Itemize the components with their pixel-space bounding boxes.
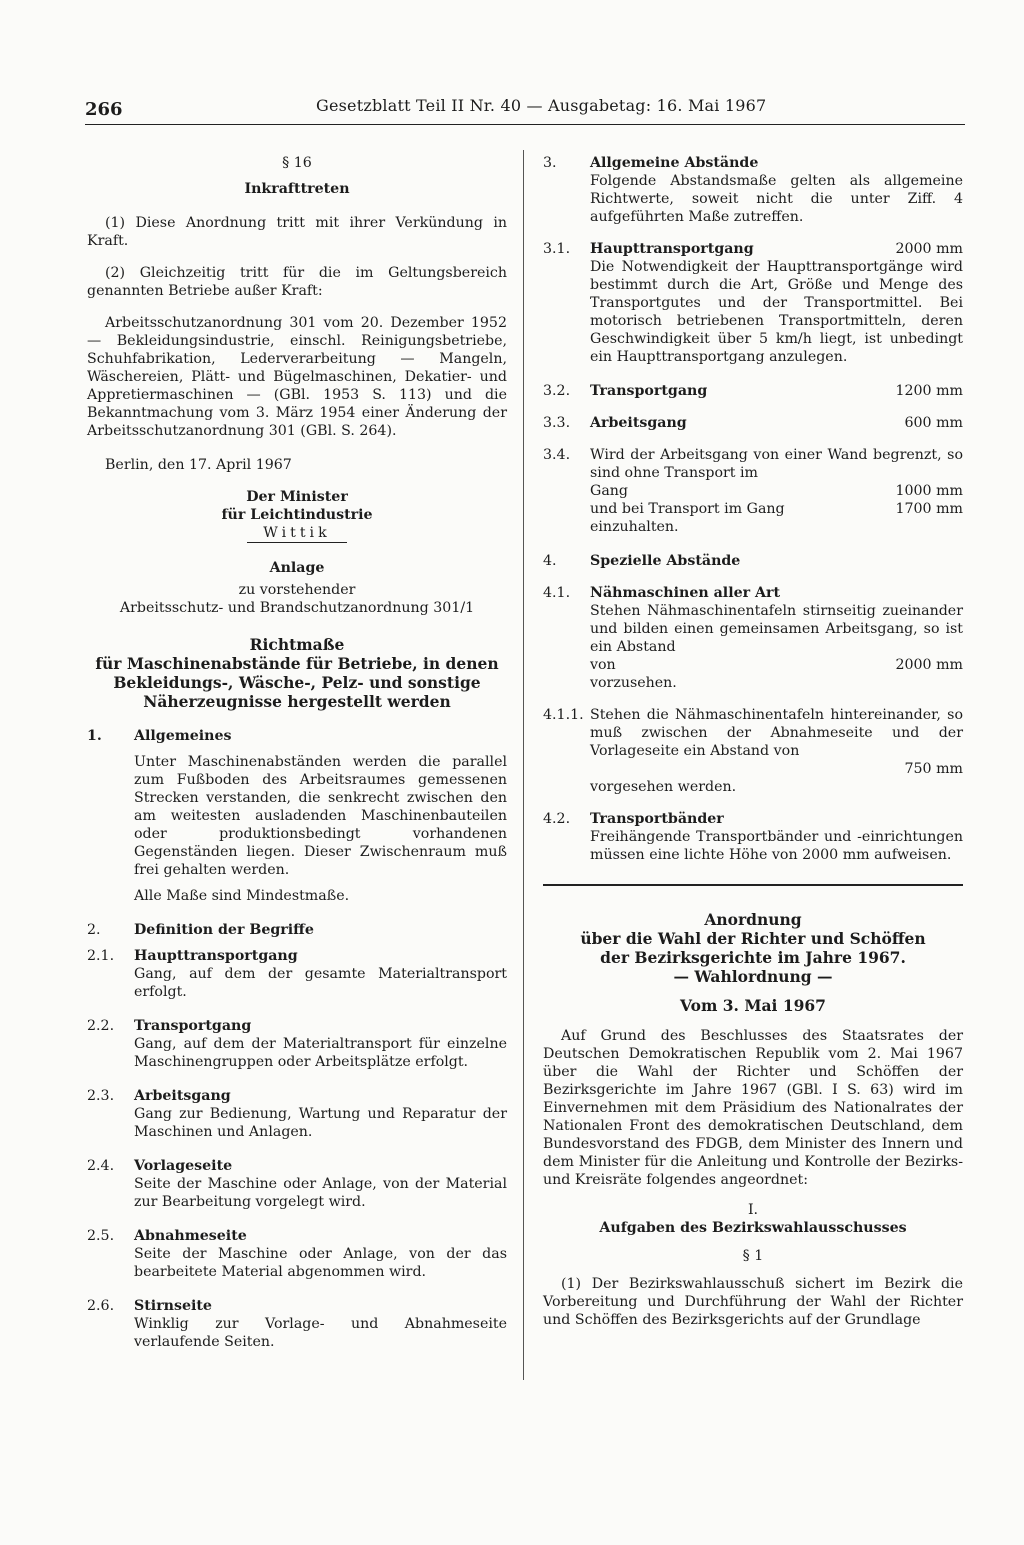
item-number: 3.3. xyxy=(543,415,571,431)
numbered-item xyxy=(543,446,963,536)
divider xyxy=(247,542,347,543)
definition-item xyxy=(87,947,507,1001)
signature-title: für Leichtindustrie xyxy=(221,507,373,523)
item-title: Nähmaschinen aller Art xyxy=(590,585,781,601)
definition-text: Gang, auf dem der Materialtransport für einzelne Maschinengruppen oder Arbeitsplätze erfolgt. xyxy=(134,1036,507,1070)
measure-value: 2000 mm xyxy=(895,241,963,257)
numbered-heading xyxy=(87,727,507,745)
header-rule xyxy=(85,124,965,125)
item-number: 2.4. xyxy=(87,1158,115,1174)
item-title: Transportbänder xyxy=(590,811,724,827)
measure-value: 1700 mm xyxy=(895,501,963,517)
heading-line: Richtmaße xyxy=(249,635,345,654)
numbered-heading xyxy=(543,552,963,570)
definition-item xyxy=(87,1017,507,1071)
item-number: 4. xyxy=(543,553,557,569)
definition-term: Haupttransportgang xyxy=(134,948,298,964)
definition-term: Stirnseite xyxy=(134,1298,212,1314)
heading-line: für Maschinenabstände für Betriebe, in denen xyxy=(95,654,499,673)
paragraph: Wird der Arbeitsgang von einer Wand begrenzt, so sind ohne Transport im xyxy=(590,447,963,481)
paragraph: (1) Der Bezirkswahlausschuß sichert im Bezirk die Vorbereitung und Durchführung der Wahl der Richter und Schöffen des Bezirksgerichts auf der Grundlage xyxy=(543,1276,963,1328)
paragraph: Stehen die Nähmaschinentafeln hintereinander, so muß zwischen der Abnahmeseite und der Vorlageseite ein Abstand von xyxy=(590,707,963,759)
numbered-item xyxy=(543,810,963,864)
item-title: Haupttransportgang xyxy=(590,241,754,257)
item-number: 4.1.1. xyxy=(543,707,584,723)
text-line: einzuhalten. xyxy=(590,519,679,535)
column-divider xyxy=(523,150,524,1380)
paragraph: Folgende Abstandsmaße gelten als allgemeine Richtwerte, soweit nicht die unter Ziff. 4 aufgeführten Maße zutreffen. xyxy=(590,173,963,225)
section-divider xyxy=(543,884,963,886)
part-number: I. xyxy=(747,1202,759,1218)
ordinance-date: Vom 3. Mai 1967 xyxy=(680,996,826,1015)
place-date: Berlin, den 17. April 1967 xyxy=(105,457,292,473)
definition-text: Seite der Maschine oder Anlage, von der Material zur Bearbeitung vorgelegt wird. xyxy=(134,1176,507,1210)
ordinance-title: Anordnung xyxy=(704,910,802,929)
ordinance-title: der Bezirksgerichte im Jahre 1967. xyxy=(600,948,906,967)
numbered-item xyxy=(543,706,963,796)
item-title: Definition der Begriffe xyxy=(134,922,314,938)
definition-term: Transportgang xyxy=(134,1018,252,1034)
numbered-item xyxy=(543,240,963,366)
heading-line: Bekleidungs-, Wäsche-, Pelz- und sonstige xyxy=(113,673,481,692)
item-title: Allgemeine Abstände xyxy=(590,155,759,171)
item-number: 2.5. xyxy=(87,1228,115,1244)
left-column xyxy=(87,154,507,1351)
definition-text: Gang zur Bedienung, Wartung und Reparatur der Maschinen und Anlagen. xyxy=(134,1106,507,1140)
paragraph: Freihängende Transportbänder und -einrichtungen müssen eine lichte Höhe von 2000 mm aufweisen. xyxy=(590,829,963,863)
ordinance-title: — Wahlordnung — xyxy=(673,967,833,986)
item-title: Spezielle Abstände xyxy=(590,553,741,569)
item-number: 3.2. xyxy=(543,383,571,399)
definition-item xyxy=(87,1157,507,1211)
item-number: 3.1. xyxy=(543,241,571,257)
item-number: 4.2. xyxy=(543,811,571,827)
definitions-list xyxy=(87,947,507,1351)
definition-item xyxy=(87,1087,507,1141)
paragraph: (2) Gleichzeitig tritt für die im Geltungsbereich genannten Betriebe außer Kraft: xyxy=(87,265,507,299)
definition-term: Abnahmeseite xyxy=(134,1228,247,1244)
measure-value: 1000 mm xyxy=(895,483,963,499)
definition-item xyxy=(87,1297,507,1351)
item-number: 2.6. xyxy=(87,1298,115,1314)
numbered-heading xyxy=(87,921,507,939)
paragraph: Arbeitsschutzanordnung 301 vom 20. Dezember 1952 — Bekleidungsindustrie, einschl. Reinigungsbetriebe, Schuhfabrikation, Lederverarbeitung — Mangeln, Wäschereien, Plätt- und Bügelmaschinen, Dekatier- und Appretiermaschinen — (GBl. 1953 S. 113) und die Bekanntmachung vom 3. März 1954 einer Änderung der Arbeitsschutzanordnung 301 (GBl. S. 264). xyxy=(87,315,507,439)
preamble: Auf Grund des Beschlusses des Staatsrates der Deutschen Demokratischen Republik vom 2. Mai 1967 über die Wahl der Richter und Schöffen der Bezirksgerichte im Jahre 1967 (GBl. I S. 63) wird im Einvernehmen mit dem Präsidium des Nationalrates der Nationalen Front des demokratischen Deutschland, dem Bundesvorstand des FDGB, dem Minister des Innern und dem Minister für die Anleitung und Kontrolle der Bezirks- und Kreisräte folgendes angeordnet: xyxy=(543,1028,963,1188)
measure-value: 750 mm xyxy=(904,761,963,777)
paragraph: Alle Maße sind Mindestmaße. xyxy=(134,888,350,904)
definition-term: Vorlageseite xyxy=(134,1158,233,1174)
definition-text: Gang, auf dem der gesamte Materialtransport erfolgt. xyxy=(134,966,507,1000)
numbered-item xyxy=(543,584,963,692)
ordinance-title: über die Wahl der Richter und Schöffen xyxy=(580,929,926,948)
paragraph: Stehen Nähmaschinentafeln stirnseitig zueinander und bilden einen gemeinsamen Arbeitsgang, so ist ein Abstand xyxy=(590,603,963,655)
text-line: vorgesehen werden. xyxy=(590,779,737,795)
annex-title: Anlage xyxy=(269,560,325,576)
definition-text: Winklig zur Vorlage- und Abnahmeseite verlaufende Seiten. xyxy=(134,1316,507,1350)
item-number: 2.3. xyxy=(87,1088,115,1104)
section-title: Inkrafttreten xyxy=(244,181,350,197)
item-number: 4.1. xyxy=(543,585,571,601)
measure-value: 2000 mm xyxy=(895,657,963,673)
section-number: § 1 xyxy=(742,1248,764,1264)
annex-subtitle: Arbeitsschutz- und Brandschutzanordnung 301/1 xyxy=(119,600,475,616)
item-number: 1. xyxy=(87,728,102,744)
numbered-item xyxy=(543,382,963,400)
text-line: und bei Transport im Gang xyxy=(590,501,785,517)
definition-item xyxy=(87,1227,507,1281)
section-number: § 16 xyxy=(282,155,312,171)
paragraph: Die Notwendigkeit der Haupttransportgänge wird bestimmt durch die Art, Größe und Menge des Transportgutes und der Transportmittel. Bei motorisch betriebenen Transportmitteln, deren Geschwindigkeit über 5 km/h liegt, ist unbedingt ein Haupttransportgang anzulegen. xyxy=(590,259,963,365)
item-number: 2. xyxy=(87,922,101,938)
measure-value: 600 mm xyxy=(904,415,963,431)
annex-subtitle: zu vorstehender xyxy=(238,582,356,598)
definition-term: Arbeitsgang xyxy=(134,1088,231,1104)
text-line: Gang xyxy=(590,483,629,499)
page-number: 266 xyxy=(85,99,123,120)
item-title: Arbeitsgang xyxy=(590,415,687,431)
measure-value: 1200 mm xyxy=(895,383,963,399)
paragraph: (1) Diese Anordnung tritt mit ihrer Verkündung in Kraft. xyxy=(87,215,507,249)
text-line: von xyxy=(590,657,616,673)
definition-text: Seite der Maschine oder Anlage, von der das bearbeitete Material abgenommen wird. xyxy=(134,1246,507,1280)
numbered-heading xyxy=(543,154,963,172)
signature-name: Wittik xyxy=(263,525,331,541)
text-line: vorzusehen. xyxy=(590,675,677,691)
paragraph: Unter Maschinenabständen werden die parallel zum Fußboden des Arbeitsraumes gemessenen Strecken verstanden, die senkrecht zwischen den am weitesten ausladenden Maschinenbauteilen oder produktionsbedingt vorhandenen Gegenständen liegen. Dieser Zwischenraum muß frei gehalten werden. xyxy=(134,754,507,878)
right-column xyxy=(543,154,963,1329)
part-title: Aufgaben des Bezirkswahlausschusses xyxy=(599,1220,907,1236)
heading-line: Näherzeugnisse hergestellt werden xyxy=(143,692,451,711)
running-head: Gesetzblatt Teil II Nr. 40 — Ausgabetag: 16. Mai 1967 xyxy=(316,96,767,115)
item-title: Allgemeines xyxy=(134,728,232,744)
signature-title: Der Minister xyxy=(246,489,348,505)
item-number: 2.1. xyxy=(87,948,115,964)
item-title: Transportgang xyxy=(590,383,708,399)
item-number: 3. xyxy=(543,155,557,171)
numbered-item xyxy=(543,414,963,432)
item-number: 2.2. xyxy=(87,1018,115,1034)
item-number: 3.4. xyxy=(543,447,571,463)
